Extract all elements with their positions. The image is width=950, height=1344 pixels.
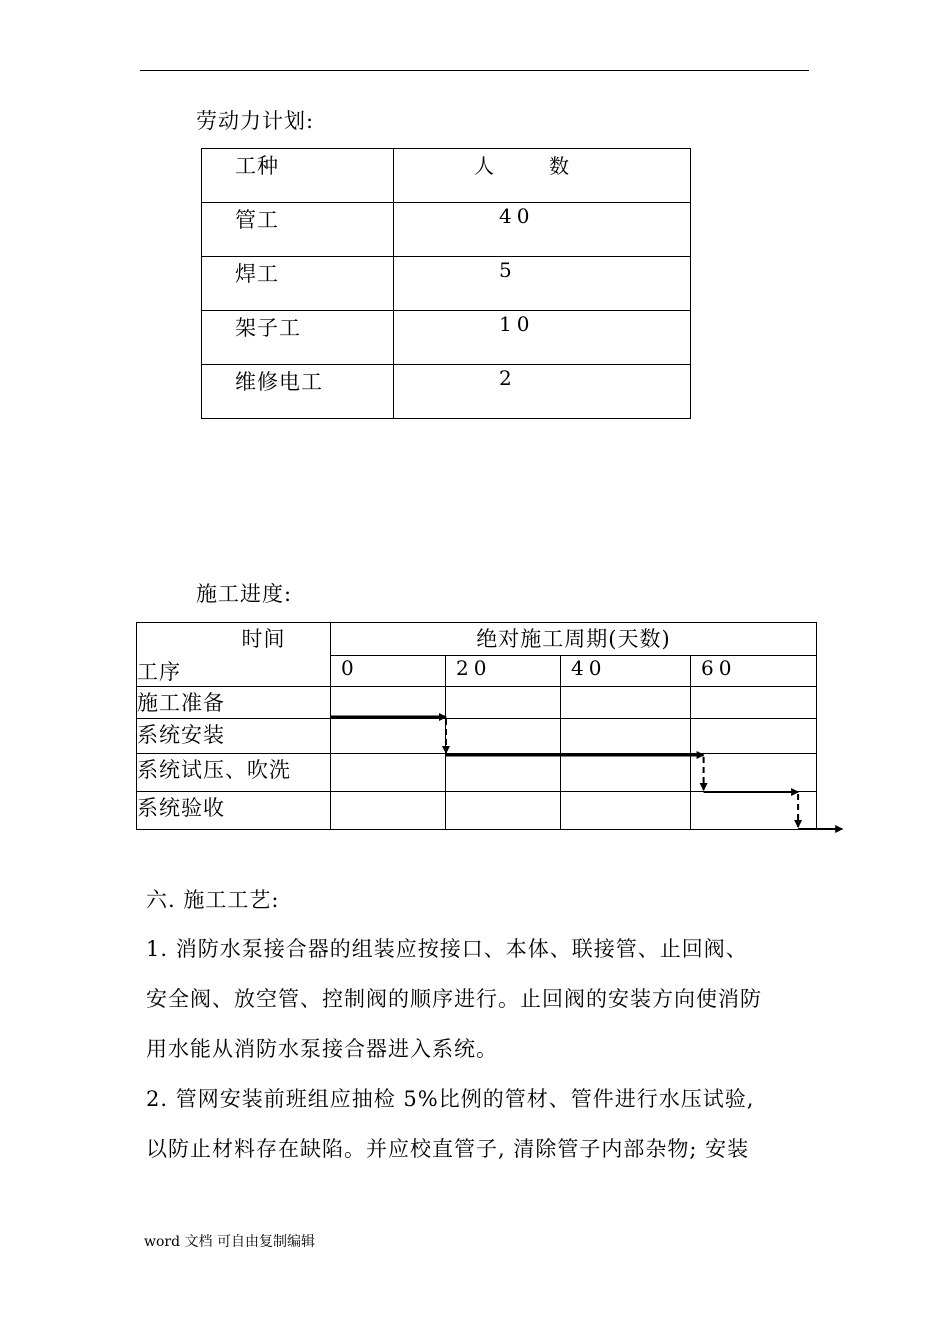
labor-header-trade: 工种 bbox=[235, 154, 279, 178]
labor-trade: 架子工 bbox=[235, 316, 301, 340]
task-label: 系统试压、吹洗 bbox=[137, 758, 291, 782]
body-line: 2. 管网安装前班组应抽检 5%比例的管材、管件进行水压试验, bbox=[146, 1087, 755, 1111]
labor-trade: 管工 bbox=[235, 208, 279, 232]
section-heading: 六. 施工工艺: bbox=[146, 888, 280, 912]
labor-count: 10 bbox=[499, 312, 535, 336]
labor-count: 5 bbox=[499, 258, 517, 282]
body-line: 1. 消防水泵接合器的组装应按接口、本体、联接管、止回阀、 bbox=[146, 937, 748, 961]
body-line: 用水能从消防水泵接合器进入系统。 bbox=[146, 1037, 498, 1061]
body-line: 以防止材料存在缺陷。并应校直管子, 清除管子内部杂物; 安装 bbox=[146, 1137, 750, 1161]
labor-count: 2 bbox=[499, 366, 517, 390]
labor-plan-title: 劳动力计划: bbox=[196, 109, 315, 133]
period-header: 绝对施工周期(天数) bbox=[476, 627, 671, 651]
footer-note: word 文档 可自由复制编辑 bbox=[144, 1234, 315, 1250]
task-label: 施工准备 bbox=[137, 691, 225, 715]
corner-time-label: 时间 bbox=[241, 627, 286, 651]
tick-label: 0 bbox=[341, 656, 359, 680]
task-label: 系统安装 bbox=[137, 723, 225, 747]
labor-count: 40 bbox=[499, 204, 535, 228]
labor-header-count: 人 数 bbox=[474, 154, 574, 178]
tick-label: 40 bbox=[571, 656, 607, 680]
schedule-title: 施工进度: bbox=[196, 582, 293, 606]
tick-label: 60 bbox=[701, 656, 737, 680]
corner-process-label: 工序 bbox=[137, 659, 181, 684]
task-label: 系统验收 bbox=[137, 796, 225, 820]
labor-trade: 维修电工 bbox=[235, 370, 323, 394]
tick-label: 20 bbox=[456, 656, 492, 680]
labor-trade: 焊工 bbox=[235, 262, 279, 286]
body-line: 安全阀、放空管、控制阀的顺序进行。止回阀的安装方向使消防 bbox=[146, 987, 762, 1011]
